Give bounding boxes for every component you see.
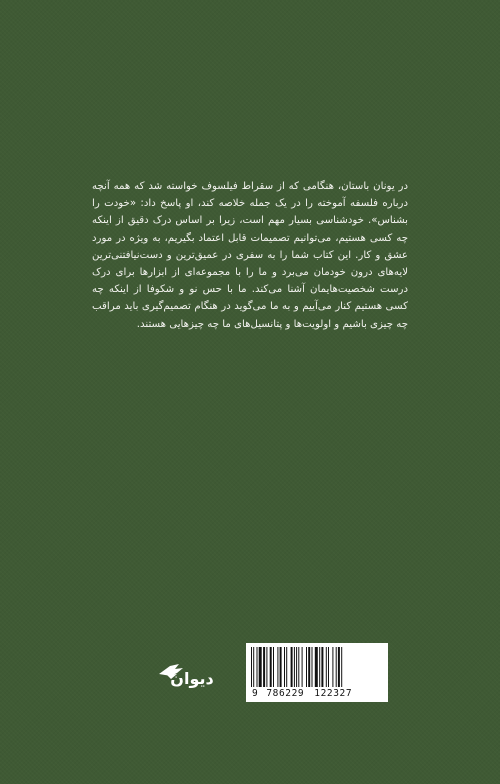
- barcode-bar: [326, 647, 327, 687]
- barcode-bar: [294, 647, 295, 687]
- barcode-bar: [321, 647, 323, 687]
- barcode-bar: [284, 647, 285, 687]
- barcode-group-right: 122327: [314, 688, 353, 699]
- barcode-bar: [319, 647, 320, 687]
- barcode-bar: [257, 647, 258, 687]
- barcode-bar: [298, 647, 299, 687]
- blurb-paragraph: در یونان باستان، هنگامی که از سقراط فیلسوف خواسته شد که همه آنچه درباره فلسفه آموخته را در یک جمله خلاصه کند، او پاسخ داد: «خودت را بشناس». خودشناسی بسیار مهم است، زیرا بر اساس درک دقیق از اینکه چه کسی هستیم، می‌توانیم تصمیمات قابل اعتماد بگیریم، به ویژه در مورد عشق و کار. این کتاب شما را به سفری در عمیق‌ترین و دست‌نیافتنی‌ترین لایه‌های درون خودمان می‌برد و ما را با مجموعه‌ای از ابزارها برای درک درست شخصیت‌هایمان آشنا می‌کند. ما با حس نو و شکوفا از اینکه چه کسی هستیم کنار می‌آییم و به ما می‌گوید در هنگام تصمیم‌گیری باید مراقب چه چیزی باشیم و اولویت‌ها و پتانسیل‌های ما چه چیزهایی هستند.: [92, 181, 408, 330]
- barcode-number: [252, 688, 384, 699]
- barcode-bar: [291, 647, 293, 687]
- barcode-bar: [312, 647, 313, 687]
- barcode-bar: [328, 647, 329, 687]
- barcode-bar: [253, 647, 254, 687]
- barcode-bar: [308, 647, 310, 687]
- barcode-bar: [286, 647, 287, 687]
- barcode-bar: [306, 647, 307, 687]
- barcode-bar: [302, 647, 303, 687]
- barcode-bar: [296, 647, 297, 687]
- barcode-bar: [259, 647, 262, 687]
- barcode-group-left: 786229: [266, 688, 305, 699]
- publisher-logo: [157, 655, 214, 691]
- back-cover-blurb: [92, 178, 408, 333]
- barcode-bar: [251, 647, 252, 687]
- barcode-bar: [341, 647, 342, 687]
- barcode-bar: [338, 647, 340, 687]
- barcode-bar: [315, 647, 318, 687]
- publisher-logo-text: دیوان: [170, 669, 214, 688]
- barcode-bar: [273, 647, 274, 687]
- barcode-bar: [270, 647, 272, 687]
- barcode-bar: [336, 647, 337, 687]
- barcode-bar: [266, 647, 267, 687]
- barcode-bar: [277, 647, 278, 687]
- barcode-bar: [280, 647, 282, 687]
- barcode-digit-first: 9: [252, 688, 259, 699]
- barcode-bars: [250, 647, 384, 687]
- barcode-bar: [263, 647, 265, 687]
- isbn-barcode: [246, 643, 388, 702]
- barcode-bar: [332, 647, 333, 687]
